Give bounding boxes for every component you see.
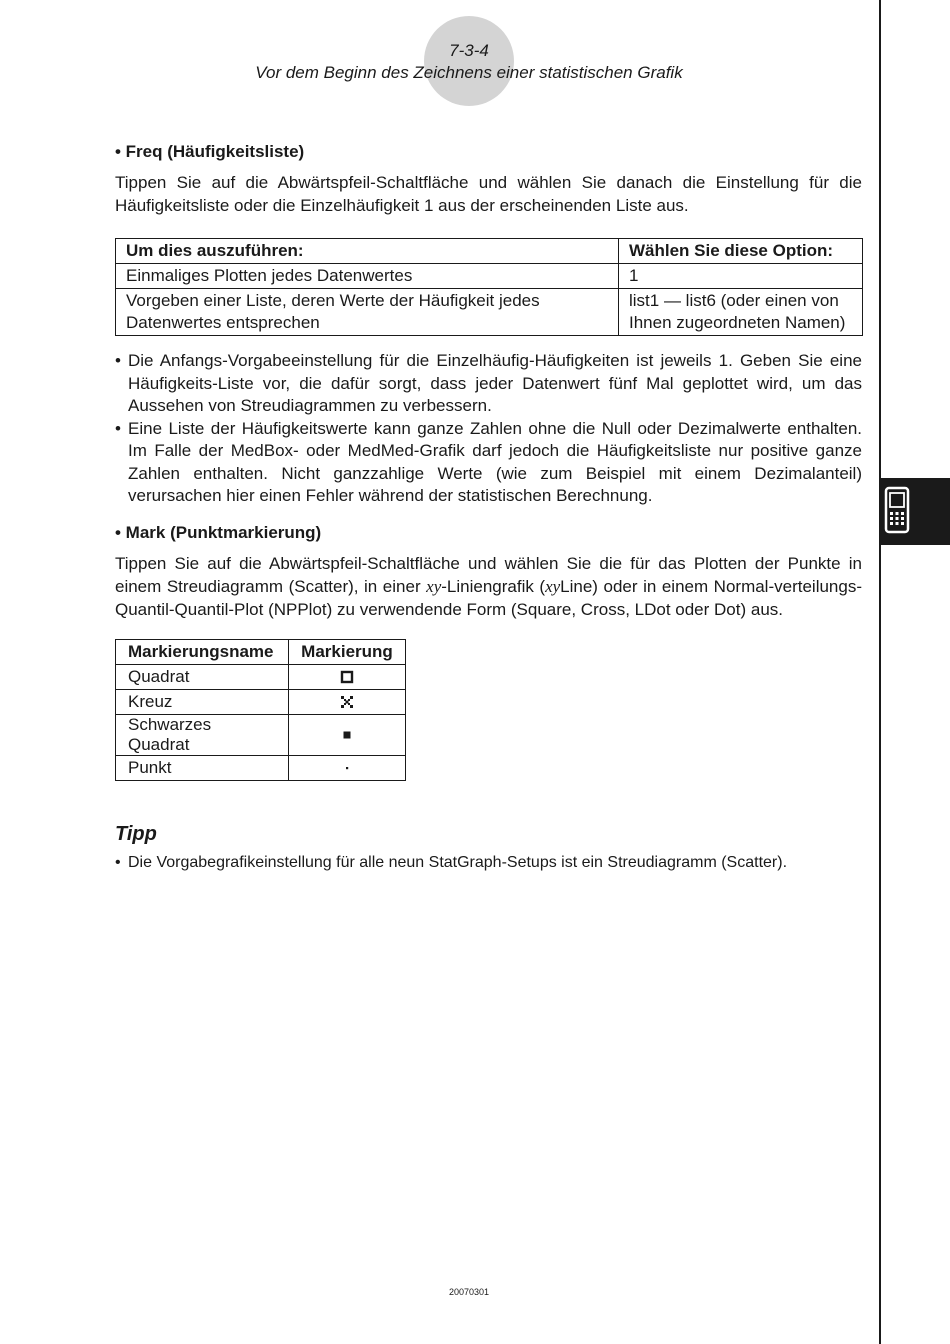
action-cell: Vorgeben einer Liste, deren Werte der Häufigkeit jedes Datenwertes entsprechen bbox=[116, 289, 619, 336]
footer-code: 20070301 bbox=[448, 1287, 490, 1297]
list-item: • Eine Liste der Häufigkeitswerte kann ganze Zahlen ohne die Null oder Dezimalwerte enthalten. Im Falle der MedBox- oder MedMed-Grafik darf jedoch die Häufigkeitsliste nur positive ganze Zahlen enthalten. Nicht ganzzahlige Werte (wie zum Beispiel mit einem Dezimalanteil) verursachen hier einen Fehler während der statistischen Berechnung. bbox=[115, 418, 862, 508]
table-header-row bbox=[116, 639, 406, 664]
marker-table bbox=[115, 639, 406, 781]
marker-cell bbox=[289, 714, 406, 755]
tip-list bbox=[115, 852, 862, 874]
table-header-row bbox=[116, 239, 863, 264]
cross-marker-icon bbox=[340, 695, 354, 709]
filled-square-marker-icon bbox=[340, 728, 354, 742]
list-item: • Die Vorgabegrafikeinstellung für alle neun StatGraph-Setups ist ein Streudiagramm (Scatter). bbox=[115, 852, 862, 874]
chapter-side-tab bbox=[880, 478, 950, 545]
table-header-cell: Wählen Sie diese Option: bbox=[619, 239, 863, 264]
table-row bbox=[116, 714, 406, 755]
freq-notes bbox=[115, 350, 862, 508]
mark-intro-text: -Liniengrafik ( bbox=[441, 576, 546, 596]
marker-name-cell: Kreuz bbox=[116, 689, 289, 714]
page-subtitle: Vor dem Beginn des Zeichnens einer statistischen Grafik bbox=[255, 63, 683, 82]
mark-intro bbox=[115, 552, 862, 621]
table-row bbox=[116, 755, 406, 780]
calculator-icon bbox=[884, 486, 910, 534]
marker-cell bbox=[289, 664, 406, 689]
list-item: • Die Anfangs-Vorgabeeinstellung für die Einzelhäufig-Häufigkeiten ist jeweils 1. Geben Sie eine Häufigkeits-Liste vor, die dafür sorgt, dass jeder Datenwert fünf Mal geplottet wird, um das Aussehen von Streudiagrammen zu verbessern. bbox=[115, 350, 862, 418]
marker-name-cell: Schwarzes Quadrat bbox=[116, 714, 289, 755]
table-header-cell: Markierung bbox=[289, 639, 406, 664]
freq-intro: Tippen Sie auf die Abwärtspfeil-Schaltfläche und wählen Sie danach die Einstellung für die Häufigkeitsliste oder die Einzelhäufigkeit 1 aus der erscheinenden Liste aus. bbox=[115, 173, 862, 215]
mark-intro-text: Line) oder in einem Normal-verteilungs-Quantil-Quantil-Plot (NPPlot) zu verwendende Form (Square, Cross, LDot oder Dot) aus. bbox=[115, 576, 862, 619]
page-number-circle bbox=[424, 16, 514, 106]
marker-cell bbox=[289, 689, 406, 714]
option-cell: list1 — list6 (oder einen von Ihnen zugeordneten Namen) bbox=[619, 289, 863, 336]
xy-symbol: xy bbox=[545, 576, 561, 596]
table-header-cell: Markierungsname bbox=[116, 639, 289, 664]
marker-name-cell: Quadrat bbox=[116, 664, 289, 689]
main-content bbox=[115, 142, 862, 874]
page-number: 7-3-4 bbox=[449, 41, 489, 60]
dot-marker-icon bbox=[340, 761, 354, 775]
marker-cell bbox=[289, 755, 406, 780]
mark-heading: • Mark (Punktmarkierung) bbox=[115, 522, 322, 542]
tip-title: Tipp bbox=[115, 822, 157, 845]
table-row bbox=[116, 289, 863, 336]
freq-heading: • Freq (Häufigkeitsliste) bbox=[115, 142, 305, 161]
table-row bbox=[116, 664, 406, 689]
marker-name-cell: Punkt bbox=[116, 755, 289, 780]
table-row bbox=[116, 689, 406, 714]
xy-symbol: xy bbox=[426, 576, 442, 596]
table-row bbox=[116, 264, 863, 289]
freq-options-table bbox=[115, 238, 863, 336]
right-margin-rule bbox=[879, 0, 881, 1344]
mark-intro-text: Tippen Sie auf die Abwärtspfeil-Schaltfläche und wählen Sie die für das Plotten der Punkte in einem Streudiagramm (Scatter), in einer bbox=[115, 553, 862, 596]
option-cell: 1 bbox=[619, 264, 863, 289]
table-header-cell: Um dies auszuführen: bbox=[116, 239, 619, 264]
hollow-square-marker-icon bbox=[340, 670, 354, 684]
action-cell: Einmaliges Plotten jedes Datenwertes bbox=[116, 264, 619, 289]
